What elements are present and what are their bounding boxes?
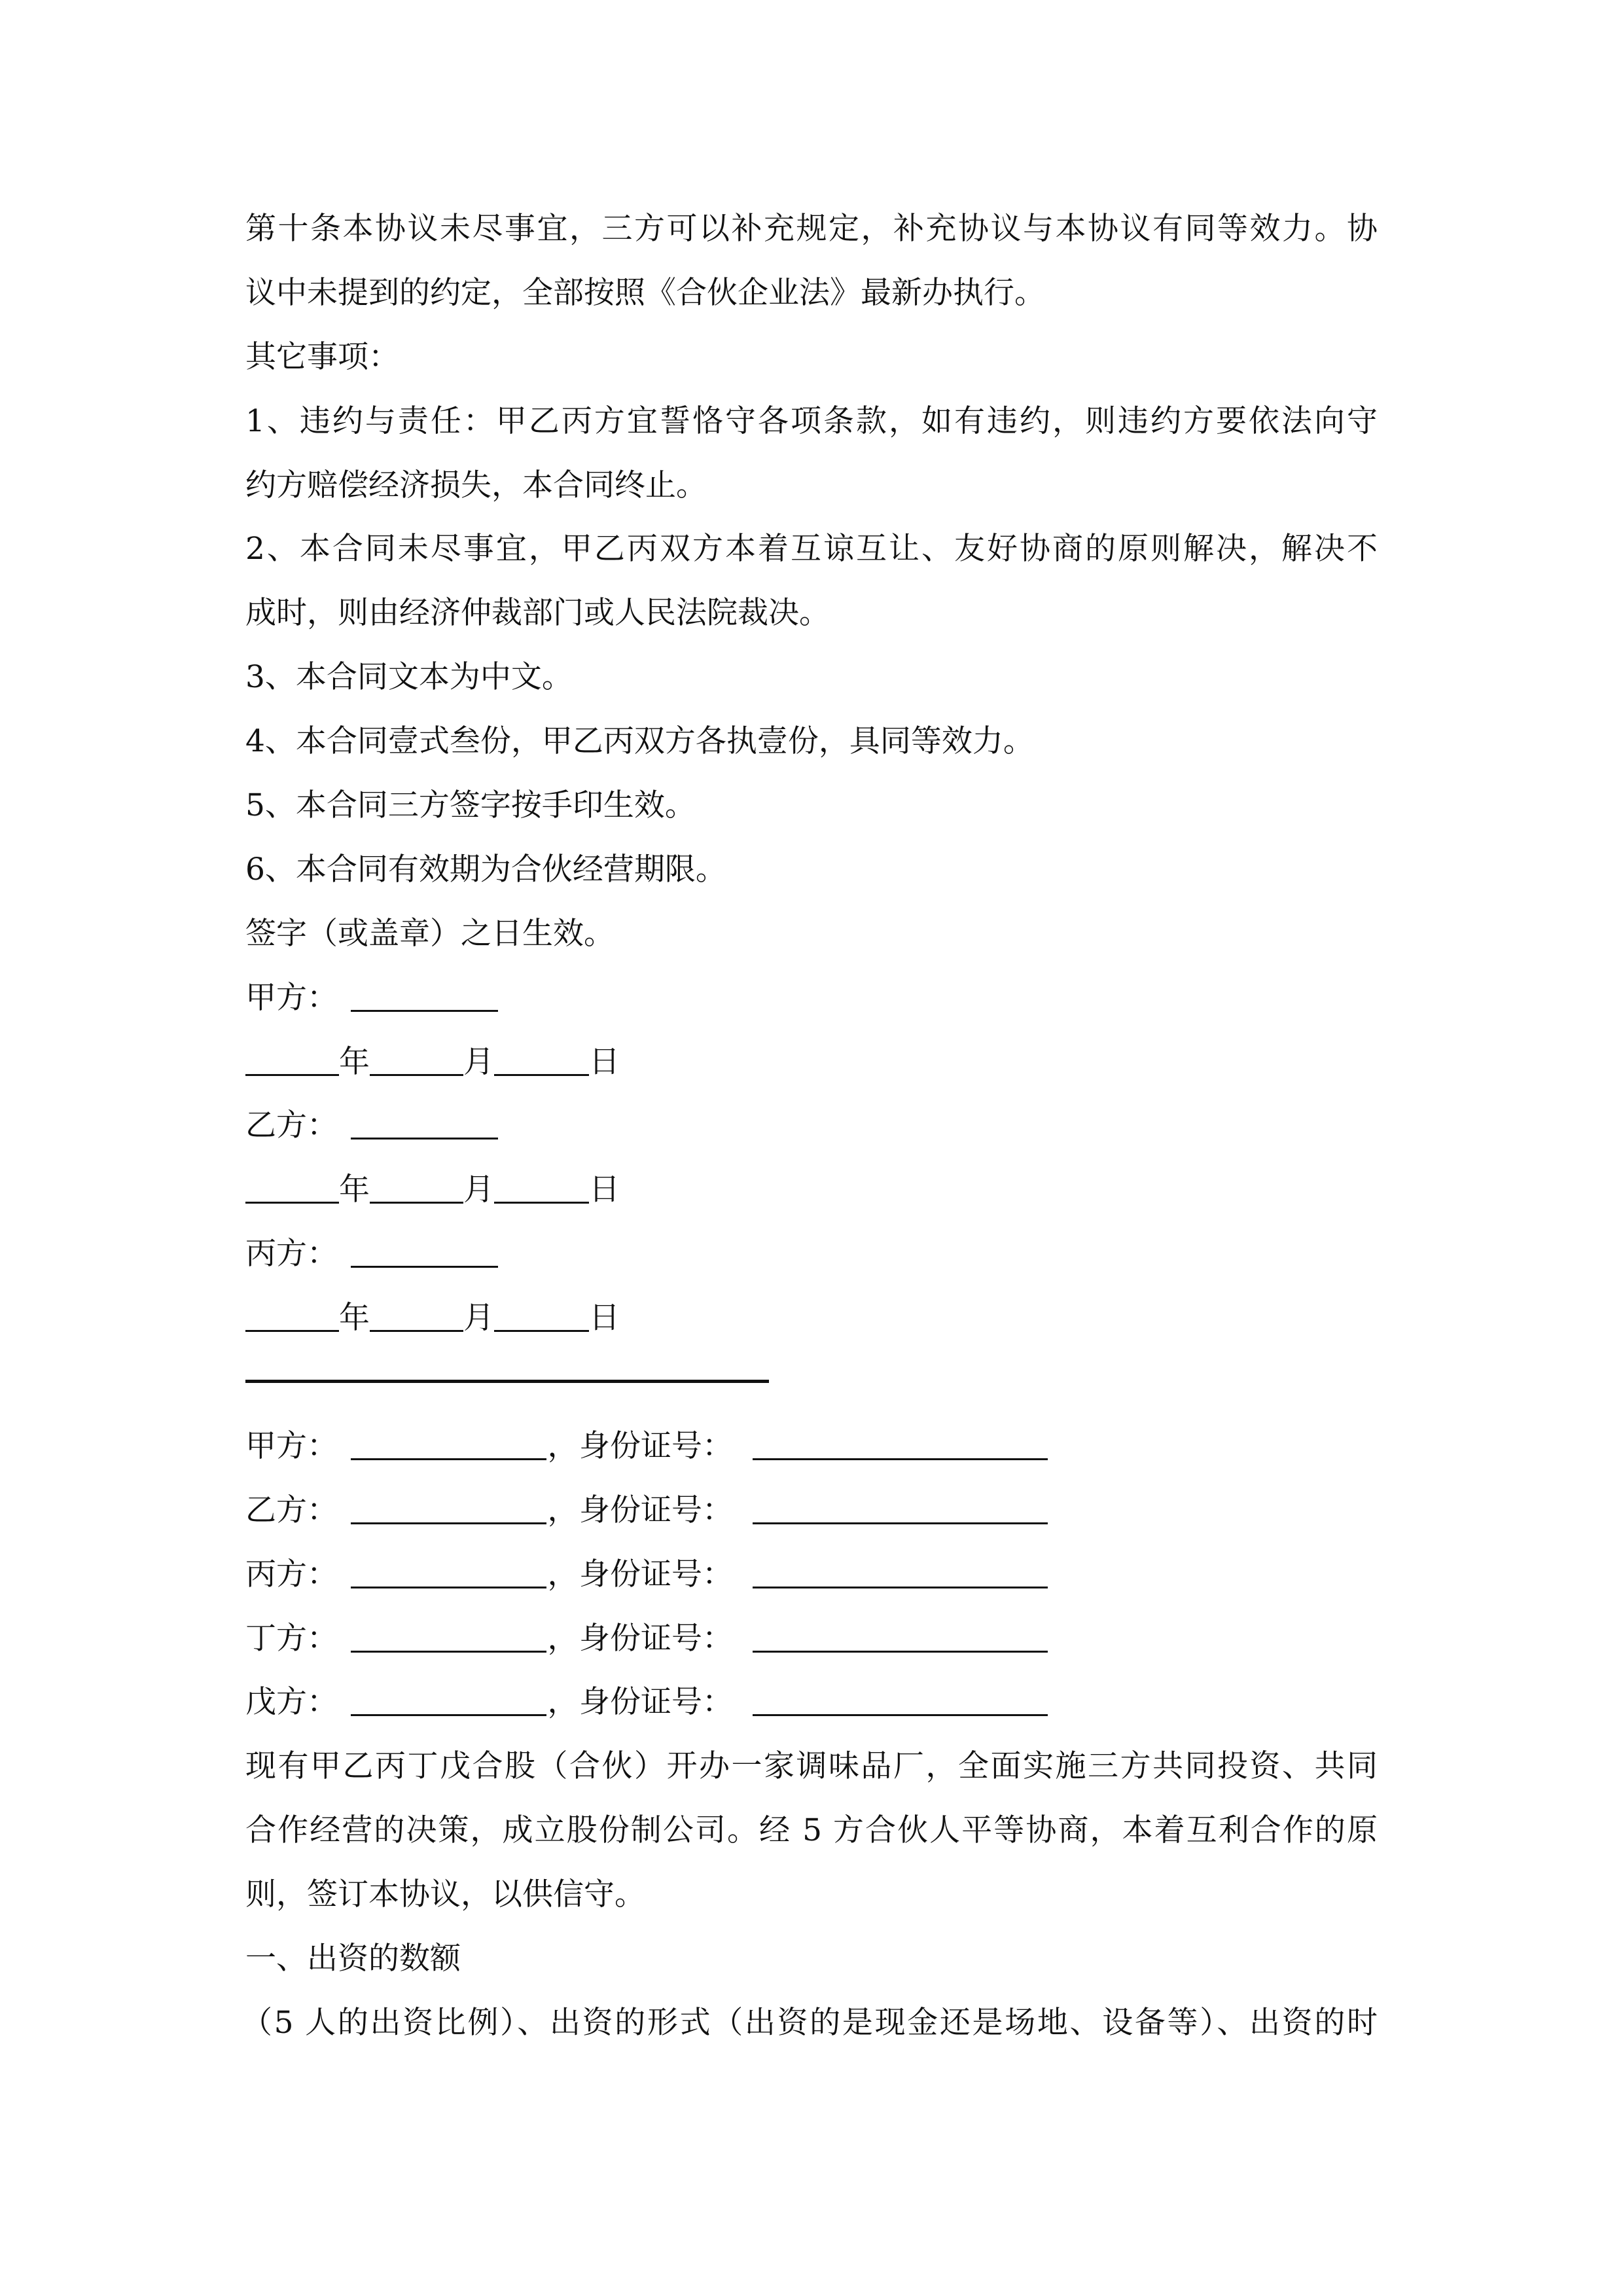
intro-line-2: 合作经营的决策，成立股份制公司。经 5 方合伙人平等协商，本着互利合作的原 (245, 1812, 1378, 1849)
year-label: 年 (339, 1172, 370, 1208)
month-label: 月 (463, 1172, 494, 1208)
id-number-label: 身份证号： (579, 1620, 733, 1657)
signature-row-party-a (245, 966, 1378, 1030)
separator-line (245, 1350, 1378, 1414)
party-a-label: 甲方： (245, 979, 338, 1016)
year-field[interactable] (245, 1162, 339, 1204)
day-label: 日 (589, 1172, 620, 1208)
id-number-label: 身份证号： (579, 1556, 733, 1592)
month-label: 月 (463, 1043, 494, 1080)
intro-line-3: 则，签订本协议，以供信守。 (245, 1876, 645, 1913)
name-field[interactable] (351, 1611, 546, 1653)
date-row-party-b (245, 1158, 1378, 1222)
name-field[interactable] (351, 1547, 546, 1588)
party-label: 戊方： (245, 1684, 338, 1721)
month-field[interactable] (370, 1291, 463, 1332)
party-c-signature-field[interactable] (351, 1227, 498, 1268)
party-label: 乙方： (245, 1492, 338, 1528)
signature-row-party-c (245, 1222, 1378, 1286)
id-number-label: 身份证号： (579, 1684, 733, 1721)
year-label: 年 (339, 1300, 370, 1336)
id-number-field[interactable] (753, 1675, 1048, 1716)
item-2-line-1: 2、本合同未尽事宜，甲乙丙双方本着互谅互让、友好协商的原则解决，解决不 (245, 531, 1378, 567)
item-4: 4、本合同壹式叁份，甲乙丙双方各执壹份，具同等效力。 (245, 723, 1034, 760)
month-label: 月 (463, 1300, 494, 1336)
id-number-field[interactable] (753, 1547, 1048, 1588)
item-2-line-2: 成时，则由经济仲裁部门或人民法院裁决。 (245, 595, 830, 632)
name-field[interactable] (351, 1675, 546, 1716)
day-label: 日 (589, 1043, 620, 1080)
name-field[interactable] (351, 1483, 546, 1524)
id-number-label: 身份证号： (579, 1427, 733, 1464)
year-field[interactable] (245, 1291, 339, 1332)
document-page (241, 197, 1378, 2055)
date-row-party-a (245, 1030, 1378, 1094)
id-row-party-a (245, 1414, 1378, 1479)
month-field[interactable] (370, 1162, 463, 1204)
effective-clause: 签字（或盖章）之日生效。 (245, 915, 615, 952)
section-1-heading: 一、出资的数额 (245, 1941, 461, 1977)
party-a-signature-field[interactable] (351, 971, 498, 1012)
id-number-label: 身份证号： (579, 1492, 733, 1528)
article-10-line-1: 第十条本协议未尽事宜，三方可以补充规定，补充协议与本协议有同等效力。协 (245, 211, 1378, 247)
day-field[interactable] (494, 1162, 589, 1204)
item-1-line-1: 1、违约与责任：甲乙丙方宜誓恪守各项条款，如有违约，则违约方要依法向守 (245, 403, 1378, 439)
name-field[interactable] (351, 1419, 546, 1460)
comma: ， (547, 1556, 579, 1592)
id-number-field[interactable] (753, 1419, 1048, 1460)
id-number-field[interactable] (753, 1611, 1048, 1653)
item-6: 6、本合同有效期为合伙经营期限。 (245, 851, 726, 888)
item-1-line-2: 约方赔偿经济损失，本合同终止。 (245, 467, 707, 503)
month-field[interactable] (370, 1035, 463, 1076)
intro-line-1: 现有甲乙丙丁戊合股（合伙）开办一家调味品厂，全面实施三方共同投资、共同 (245, 1748, 1378, 1785)
id-row-party-e (245, 1670, 1378, 1734)
article-10-line-2: 议中未提到的约定，全部按照《合伙企业法》最新办执行。 (245, 274, 1045, 311)
item-5: 5、本合同三方签字按手印生效。 (245, 787, 696, 824)
comma: ， (547, 1492, 579, 1528)
id-row-party-c (245, 1543, 1378, 1607)
day-label: 日 (589, 1300, 620, 1336)
date-row-party-c (245, 1286, 1378, 1350)
dash-separator (245, 1380, 769, 1383)
year-field[interactable] (245, 1035, 339, 1076)
comma: ， (547, 1620, 579, 1657)
id-row-party-b (245, 1479, 1378, 1543)
party-label: 丙方： (245, 1556, 338, 1592)
party-c-label: 丙方： (245, 1236, 338, 1272)
comma: ， (547, 1427, 579, 1464)
party-b-signature-field[interactable] (351, 1098, 498, 1139)
party-b-label: 乙方： (245, 1107, 338, 1144)
day-field[interactable] (494, 1035, 589, 1076)
id-number-field[interactable] (753, 1483, 1048, 1524)
party-label: 甲方： (245, 1427, 338, 1464)
section-1-text: （5 人的出资比例）、出资的形式（出资的是现金还是场地、设备等）、出资的时 (241, 2004, 1378, 2041)
year-label: 年 (339, 1043, 370, 1080)
item-3: 3、本合同文本为中文。 (245, 659, 573, 696)
id-row-party-d (245, 1607, 1378, 1671)
day-field[interactable] (494, 1291, 589, 1332)
signature-row-party-b (245, 1094, 1378, 1158)
comma: ， (547, 1684, 579, 1721)
party-label: 丁方： (245, 1620, 338, 1657)
other-matters-heading: 其它事项： (245, 338, 399, 375)
